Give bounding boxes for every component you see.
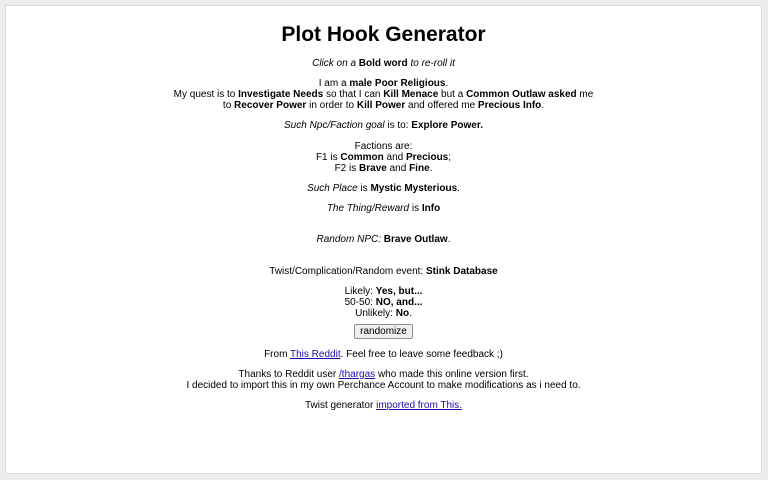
goal-label: Such Npc/Faction goal bbox=[283, 120, 385, 131]
thanks-pre: Thanks to Reddit user bbox=[238, 369, 340, 380]
from-pre: From bbox=[264, 349, 291, 360]
thanks-post: who made this online version first. bbox=[375, 369, 529, 380]
word-npc[interactable]: Brave Outlaw bbox=[383, 234, 448, 245]
goal-mid: is to: bbox=[384, 120, 412, 131]
from-line bbox=[6, 349, 761, 360]
faction-text: F2 is bbox=[334, 163, 360, 174]
faction-text: . bbox=[429, 163, 433, 174]
goal-line bbox=[6, 120, 761, 131]
reddit-link[interactable]: This Reddit bbox=[290, 349, 341, 360]
instruction-post: to re-roll it bbox=[407, 58, 455, 69]
word-gender[interactable]: male bbox=[349, 78, 373, 89]
word-twist[interactable]: Stink Database bbox=[426, 266, 498, 277]
twist-source-link[interactable]: imported from This. bbox=[376, 400, 463, 411]
faction-text: and bbox=[383, 152, 406, 163]
factions-heading: Factions are: bbox=[354, 141, 413, 152]
identity-line bbox=[6, 78, 761, 89]
word-quest-5[interactable]: Kill Power bbox=[356, 100, 406, 111]
npc-label: Random NPC: bbox=[316, 234, 381, 245]
oracle-likely bbox=[6, 286, 761, 297]
faction-2-line bbox=[6, 163, 761, 174]
oracle-post: . bbox=[409, 308, 412, 319]
randomize-button[interactable]: randomize bbox=[354, 324, 413, 339]
twistgen-pre: Twist generator bbox=[304, 400, 377, 411]
oracle-label: 50-50: bbox=[344, 297, 376, 308]
word-place[interactable]: Mystic Mysterious bbox=[370, 183, 458, 194]
identity-pre: I am a bbox=[318, 78, 350, 89]
twist-label: Twist/Complication/Random event: bbox=[269, 266, 427, 277]
faction-text: and bbox=[386, 163, 410, 174]
quest-text: me bbox=[576, 89, 594, 100]
place-mid: is bbox=[357, 183, 371, 194]
thing-mid: is bbox=[409, 203, 422, 214]
word-identity[interactable]: Poor Religious bbox=[374, 78, 446, 89]
from-post: . Feel free to leave some feedback ;) bbox=[340, 349, 503, 360]
user-link[interactable]: /thargas bbox=[339, 369, 376, 380]
quest-text: but a bbox=[438, 89, 467, 100]
word-quest-4[interactable]: Recover Power bbox=[234, 100, 307, 111]
word-faction-1b[interactable]: Precious bbox=[406, 152, 449, 163]
word-quest-1[interactable]: Investigate Needs bbox=[238, 89, 324, 100]
quest-text: so that I can bbox=[323, 89, 384, 100]
word-quest-2[interactable]: Kill Menace bbox=[383, 89, 439, 100]
thing-label: The Thing/Reward bbox=[326, 203, 410, 214]
npc-post: . bbox=[447, 234, 451, 245]
npc-line bbox=[6, 234, 761, 245]
faction-text: ; bbox=[448, 152, 452, 163]
oracle-label: Unlikely: bbox=[355, 308, 396, 319]
word-quest-6[interactable]: Precious Info bbox=[477, 100, 542, 111]
thanks-line-1 bbox=[6, 369, 761, 380]
identity-post: . bbox=[445, 78, 449, 89]
twist-generator-line bbox=[6, 400, 761, 411]
faction-text: F1 is bbox=[315, 152, 341, 163]
word-oracle-even[interactable]: NO, and... bbox=[375, 297, 423, 308]
quest-line-1 bbox=[6, 89, 761, 100]
word-oracle-likely[interactable]: Yes, but... bbox=[375, 286, 423, 297]
word-faction-1a[interactable]: Common bbox=[340, 152, 384, 163]
quest-text: . bbox=[541, 100, 545, 111]
thing-line bbox=[6, 203, 761, 214]
thanks-line-2: I decided to import this in my own Perchance Account to make modifications as i need to. bbox=[186, 380, 581, 391]
instruction-bold: Bold word bbox=[358, 58, 408, 69]
word-goal[interactable]: Explore Power. bbox=[411, 120, 483, 131]
page-title: Plot Hook Generator bbox=[281, 23, 486, 46]
instruction-line bbox=[6, 58, 761, 69]
word-thing[interactable]: Info bbox=[421, 203, 441, 214]
word-faction-2a[interactable]: Brave bbox=[359, 163, 387, 174]
oracle-even bbox=[6, 297, 761, 308]
quest-text: to bbox=[222, 100, 235, 111]
instruction-pre: Click on a bbox=[312, 58, 359, 69]
place-line bbox=[6, 183, 761, 194]
randomize-row bbox=[6, 324, 761, 339]
faction-1-line bbox=[6, 152, 761, 163]
oracle-unlikely bbox=[6, 308, 761, 319]
quest-text: in order to bbox=[306, 100, 357, 111]
quest-line-2 bbox=[6, 100, 761, 111]
twist-line bbox=[6, 266, 761, 277]
generator-page bbox=[5, 5, 762, 474]
quest-text: and offered me bbox=[405, 100, 478, 111]
oracle-label: Likely: bbox=[344, 286, 376, 297]
quest-text: My quest is to bbox=[173, 89, 239, 100]
word-faction-2b[interactable]: Fine bbox=[409, 163, 430, 174]
place-label: Such Place bbox=[307, 183, 358, 194]
place-post: . bbox=[457, 183, 460, 194]
word-quest-3[interactable]: Common Outlaw asked bbox=[466, 89, 577, 100]
word-oracle-unlikely[interactable]: No bbox=[395, 308, 410, 319]
